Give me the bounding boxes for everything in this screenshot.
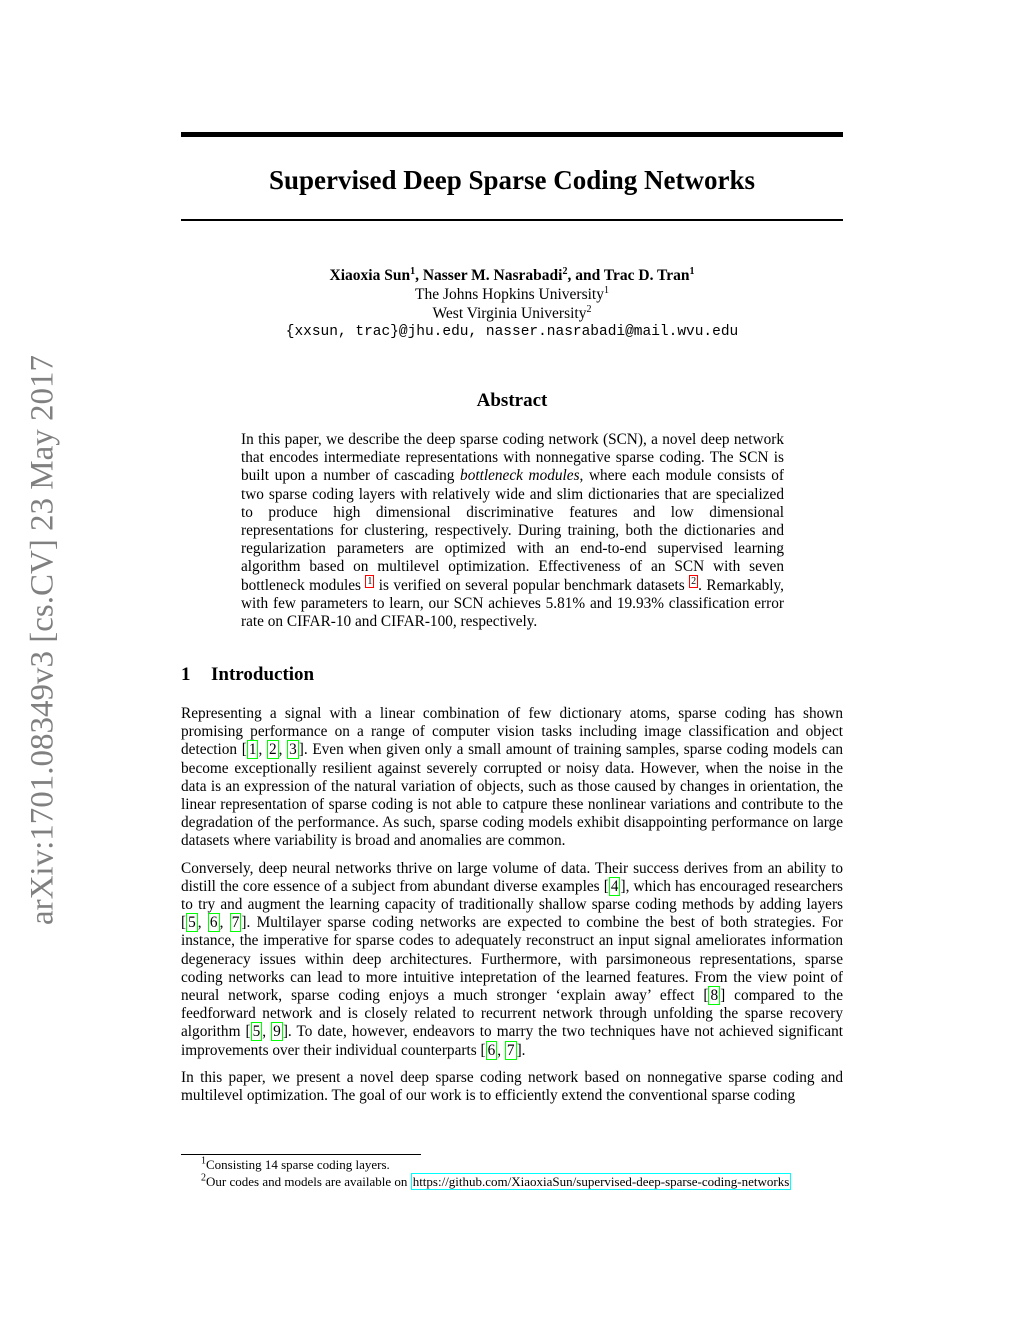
- citation-link[interactable]: 8: [710, 987, 719, 1005]
- github-link[interactable]: https://github.com/XiaoxiaSun/supervised-deep-sparse-coding-networks: [412, 1173, 790, 1189]
- abstract-text: In this paper, we describe the deep sparse coding network (SCN), a novel deep network that encodes intermediate representations with nonnegative sparse coding. The SCN is built upon a number of cascading bottleneck modules, where each module consists of two sparse coding layers with relatively wide and slim dictionaries that are specialized to produce high dimensional discriminative features and low dimensional representations for clustering, respectively. During training, both the dictionaries and regularization parameters are optimized with an end-to-end supervised learning algorithm based on multilevel optimization. Effectiveness of an SCN with seven bottleneck modules $^1$ is verified on several popular benchmark datasets $^2$ . Remarkably, with few parameters to learn, our SCN achieves 5.81% and 19.93% classification error rate on CIFAR-10 and CIFAR-100, respectively.: [241, 431, 785, 631]
- citation-link[interactable]: 7: [231, 914, 240, 932]
- author-3: and Trac D. Tran: [575, 267, 690, 284]
- footnote-1: $^1$Consisting 14 sparse coding layers.: [201, 1155, 390, 1172]
- author-emails: {xxsun, trac}@jhu.edu, nasser.nasrabadi@mail.wvu.edu: [285, 324, 739, 340]
- citation-link[interactable]: 7: [506, 1041, 515, 1059]
- abstract-heading: Abstract: [476, 390, 548, 411]
- affiliation-1: The Johns Hopkins University$^1$: [414, 284, 609, 303]
- citation-link[interactable]: 6: [487, 1041, 496, 1059]
- citation-link[interactable]: 9: [273, 1023, 281, 1041]
- paper-title: Supervised Deep Sparse Coding Networks: [268, 165, 756, 195]
- citation-link[interactable]: 2: [268, 741, 277, 759]
- paragraph-1: Representing a signal with a linear combination of few dictionary atoms, sparse coding has shown promising performance on a range of computer vision tasks including image classification and object detection [ 1 , 2 , 3 ]. Even when given only a small amount of training samples, sparse coding models can become exceptionally resilient against severely corrupted or noisy data. However, when the noise in the data is an expression of the natural variation of objects, such as those caused by changes in orientation, the linear representation of sparse coding is not able to catpure these nonlinear variations and contribute to the degradation of the performance. As such, sparse coding models exhibit disappointing performance on large datasets where variability is broad and anomalies are common.: [181, 705, 844, 850]
- title-bottom-rule: [181, 219, 843, 221]
- citation-link[interactable]: 4: [610, 877, 619, 895]
- author-block: [181, 266, 843, 342]
- citation-link[interactable]: 1: [248, 741, 257, 759]
- footnote-ref-2[interactable]: 2: [691, 575, 697, 587]
- citation-link[interactable]: 3: [289, 741, 297, 759]
- author-names: Xiaoxia Sun$^1$, Nasser M. Nasrabadi$^2$, and Trac D. Tran$^1$: [329, 265, 695, 284]
- author-1: Xiaoxia Sun: [329, 267, 411, 284]
- footnote-rule: [181, 1154, 421, 1155]
- author-2: Nasser M. Nasrabadi: [422, 267, 563, 284]
- paragraph-3: In this paper, we present a novel deep sparse coding network based on nonnegative sparse coding and multilevel optimization. The goal of our work is to efficiently extend the conventional sparse coding: [181, 1068, 843, 1105]
- introduction-body: [181, 705, 843, 1114]
- citation-link[interactable]: 5: [252, 1023, 261, 1041]
- footnote-ref-1[interactable]: 1: [367, 575, 373, 587]
- section-heading-introduction: 1 Introduction: [181, 664, 315, 685]
- footnotes: [181, 1157, 843, 1190]
- paragraph-2: Conversely, deep neural networks thrive on large volume of data. Their success derives from an ability to distill the core essence of a subject from abundant diverse examples [ 4 ], which has encouraged researchers to try and augment the learning capacity of traditionally shallow sparse coding methods by adding layers [ 5 , 6 , 7 ]. Multilayer sparse coding networks are expected to combine the best of both strategies. For instance, the imperative for sparse codes to adequately reconstruct an input signal ameliorates information degeneracy issues within deep architectures. Furthermore, with parsimoneous representations, sparse coding networks can lead to more intuitive intepretation of the learned features. From the view point of neural network, sparse coding enjoys a much stronger ‘explain away’ effect [ 8 ] compared to the feedforward network and is closely related to recurrent network through unfolding the sparse recovery algorithm [ 5 , 9 ]. To date, however, endeavors to marry the two techniques have not achieved significant improvements over their individual counterparts [ 6 , 7 ].: [181, 859, 844, 1059]
- title-top-rule: [181, 132, 843, 137]
- affiliation-2: West Virginia University$^2$: [432, 303, 592, 322]
- citation-link[interactable]: 5: [188, 914, 196, 932]
- arxiv-identifier: arXiv:1701.08349v3 [cs.CV] 23 May 2017: [24, 354, 61, 926]
- citation-link[interactable]: 6: [209, 914, 218, 932]
- footnote-2: $^2$Our codes and models are available on https://github.com/XiaoxiaSun/supervised-deep-sparse-coding-networks: [201, 1172, 790, 1189]
